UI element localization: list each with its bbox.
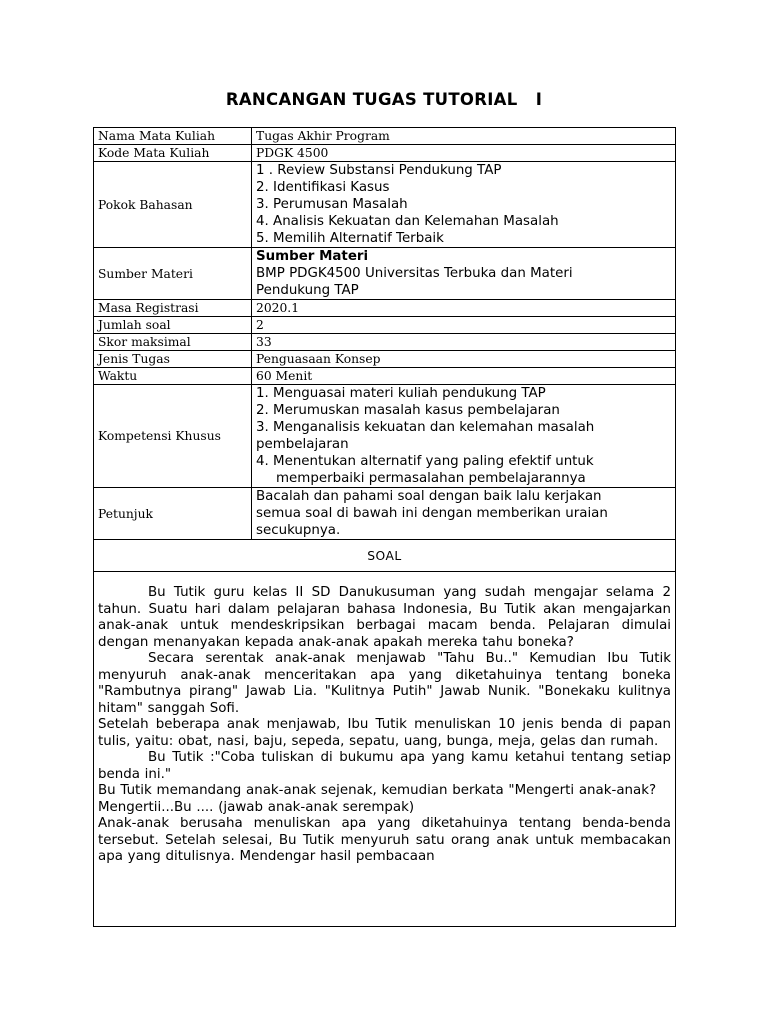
label-nama-mata-kuliah: Nama Mata Kuliah xyxy=(94,128,252,145)
row-pokok-bahasan xyxy=(94,162,676,248)
pokok-item: 4. Analisis Kekuatan dan Kelemahan Masalah xyxy=(256,214,559,229)
kompetensi-item: 2. Merumuskan masalah kasus pembelajaran xyxy=(256,403,560,418)
value-waktu: 60 Menit xyxy=(252,368,676,385)
page-title: RANCANGAN TUGAS TUTORIAL I xyxy=(225,90,543,109)
label-masa-registrasi: Masa Registrasi xyxy=(94,300,252,317)
petunjuk-line: secukupnya. xyxy=(256,523,341,538)
row-soal-heading xyxy=(94,540,676,572)
soal-heading: SOAL xyxy=(94,540,676,572)
row-nama-mata-kuliah xyxy=(94,128,676,145)
row-jumlah-soal xyxy=(94,317,676,334)
soal-story xyxy=(98,572,671,926)
story-paragraph: Bu Tutik guru kelas II SD Danukusuman yang sudah mengajar selama 2 tahun. Suatu hari dalam pelajaran bahasa Indonesia, Bu Tutik akan mengajarkan anak-anak untuk mendeskripsikan berbagai macam benda. Pelajaran dimulai dengan menanyakan kepada anak-anak apakah mereka tahu boneka? xyxy=(98,585,671,650)
pokok-item: 3. Perumusan Masalah xyxy=(256,197,408,212)
label-kode-mata-kuliah: Kode Mata Kuliah xyxy=(94,145,252,162)
story-paragraph: Mengertii...Bu .... (jawab anak-anak serempak) xyxy=(98,799,415,815)
story-paragraph: Bu Tutik :"Coba tuliskan di bukumu apa yang kamu ketahui tentang setiap benda ini." xyxy=(98,750,671,782)
value-jumlah-soal: 2 xyxy=(252,317,676,334)
soal-story-cell xyxy=(94,572,676,927)
value-skor-maksimal: 33 xyxy=(252,334,676,351)
petunjuk-line: Bacalah dan pahami soal dengan baik lalu kerjakan xyxy=(256,489,602,504)
row-petunjuk xyxy=(94,488,676,540)
row-skor-maksimal xyxy=(94,334,676,351)
label-waktu: Waktu xyxy=(94,368,252,385)
label-sumber-materi: Sumber Materi xyxy=(94,248,252,300)
label-jenis-tugas: Jenis Tugas xyxy=(94,351,252,368)
kompetensi-item: 1. Menguasai materi kuliah pendukung TAP xyxy=(256,386,546,401)
label-kompetensi-khusus: Kompetensi Khusus xyxy=(94,385,252,488)
row-kompetensi-khusus xyxy=(94,385,676,488)
sumber-line: BMP PDGK4500 Universitas Terbuka dan Materi xyxy=(256,266,573,281)
label-jumlah-soal: Jumlah soal xyxy=(94,317,252,334)
story-paragraph: Anak-anak berusaha menuliskan apa yang diketahuinya tentang benda-benda tersebut. Setelah selesai, Bu Tutik menyuruh satu orang anak untuk membacakan apa yang ditulisnya. Mendengar hasil pembacaan xyxy=(98,816,671,864)
petunjuk-line: semua soal di bawah ini dengan memberikan uraian xyxy=(256,506,608,521)
assignment-table xyxy=(93,127,676,927)
kompetensi-item-cont: memperbaiki permasalahan pembelajarannya xyxy=(276,471,586,486)
value-sumber-materi xyxy=(252,248,676,300)
sumber-heading: Sumber Materi xyxy=(256,249,369,264)
story-paragraph: Secara serentak anak-anak menjawab "Tahu Bu.." Kemudian Ibu Tutik menyuruh anak-anak menceritakan apa yang diketahuinya tentang boneka "Rambutnya pirang" Jawab Lia. "Kulitnya Putih" Jawab Nunik. "Bonekaku kulitnya hitam" sanggah Sofi. xyxy=(98,651,671,716)
row-masa-registrasi xyxy=(94,300,676,317)
row-kode-mata-kuliah xyxy=(94,145,676,162)
row-soal-story xyxy=(94,572,676,927)
sumber-line: Pendukung TAP xyxy=(256,283,359,298)
story-paragraph: Bu Tutik memandang anak-anak sejenak, kemudian berkata "Mengerti anak-anak? xyxy=(98,783,657,798)
kompetensi-item-cont: pembelajaran xyxy=(256,437,349,452)
row-waktu xyxy=(94,368,676,385)
value-kode-mata-kuliah: PDGK 4500 xyxy=(252,145,676,162)
pokok-item: 5. Memilih Alternatif Terbaik xyxy=(256,231,444,246)
value-jenis-tugas: Penguasaan Konsep xyxy=(252,351,676,368)
label-pokok-bahasan: Pokok Bahasan xyxy=(94,162,252,248)
story-paragraph: Setelah beberapa anak menjawab, Ibu Tutik menuliskan 10 jenis benda di papan tulis, yaitu: obat, nasi, baju, sepeda, sepatu, uang, bunga, meja, gelas dan rumah. xyxy=(98,717,671,749)
pokok-item: 1 . Review Substansi Pendukung TAP xyxy=(256,163,502,178)
label-skor-maksimal: Skor maksimal xyxy=(94,334,252,351)
row-sumber-materi xyxy=(94,248,676,300)
value-nama-mata-kuliah: Tugas Akhir Program xyxy=(252,128,676,145)
kompetensi-item: 3. Menganalisis kekuatan dan kelemahan masalah xyxy=(256,420,595,435)
value-masa-registrasi: 2020.1 xyxy=(252,300,676,317)
label-petunjuk: Petunjuk xyxy=(94,488,252,540)
kompetensi-item: 4. Menentukan alternatif yang paling efektif untuk xyxy=(256,454,594,469)
pokok-item: 2. Identifikasi Kasus xyxy=(256,180,390,195)
value-pokok-bahasan xyxy=(252,162,676,248)
value-kompetensi-khusus xyxy=(252,385,676,488)
row-jenis-tugas xyxy=(94,351,676,368)
value-petunjuk xyxy=(252,488,676,540)
